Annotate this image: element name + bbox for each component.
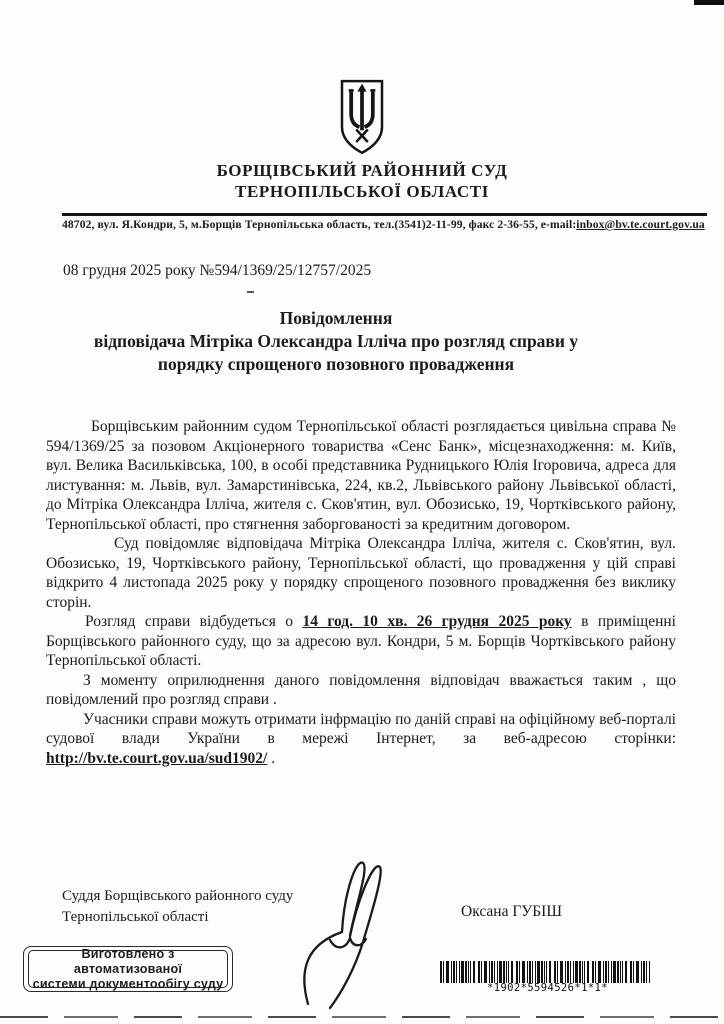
hearing-text-suffix: в приміщенні Борщівського районного суду, що за адресою вул. Кондри, 5 м. Борщів Чортківського району Тернопільської області. [46, 613, 676, 669]
judge-title-line2: Тернопільської області [62, 909, 209, 925]
notice-title [46, 307, 626, 376]
automation-stamp [23, 946, 233, 992]
hearing-datetime: 14 год. 10 хв. 26 грудня 2025 року [302, 613, 572, 630]
court-website-link[interactable]: http://bv.te.court.gov.ua/sud1902/ [46, 749, 268, 767]
paragraph-hearing-date [46, 612, 676, 671]
header-divider-rule [62, 213, 707, 216]
scan-artifact-bottom-line [0, 1016, 724, 1018]
barcode-icon [440, 961, 655, 983]
notice-title-line1: Повідомлення [279, 308, 393, 328]
ukraine-trident-emblem [337, 78, 387, 156]
paragraph-notification-effect: З моменту оприлюднення даного повідомлення відповідач вважається таким , що повідомлений про розгляд справи . [46, 671, 676, 708]
court-header [0, 78, 724, 202]
scan-artifact-dash [247, 291, 254, 293]
court-name-line2: ТЕРНОПІЛЬСЬКОЇ ОБЛАСТІ [235, 182, 489, 201]
date-and-case-number: 08 грудня 2025 року №594/1369/25/12757/2025 [63, 262, 372, 279]
court-address-line [62, 218, 710, 231]
paragraph-case-description: Борщівським районним судом Тернопільської області розглядається цивільна справа № 594/1369/25 за позовом Акціонерного товариства «Сенс Банк», місцезнаходження: м. Київ, вул. Велика Васильківська, 100, в особі представника Рудницького Юлія Ігоровича, адреса для листування: м. Львів, вул. Замарстинівська, 224, кв.2, Львівського району Львівської області, до Мітріка Олександра Ілліча, жителя с. Сков'ятин, вул. Обозисько, 19, Чортківського району, Тернопільської області, про стягнення заборгованості за кредитним договором. [46, 418, 676, 533]
hearing-text-prefix: Розгляд справи відбудеться о [85, 613, 303, 630]
automation-stamp-text [28, 946, 228, 991]
judge-title-line1: Суддя Борщівського районного суду [62, 888, 294, 904]
paragraph-web-portal [46, 710, 676, 769]
notice-title-line3: порядку спрощеного позовного провадження [157, 354, 515, 374]
judge-title [62, 886, 293, 928]
stamp-line1: Виготовлено з автоматизованої [73, 946, 183, 976]
portal-text-suffix: . [267, 749, 276, 767]
portal-text-prefix: Учасники справи можуть отримати інфрмацію по даній справі на офіційному веб-порталі судової влади України в мережі Інтернет, за веб-адресою сторінки: [46, 710, 676, 747]
court-address-text: 48702, вул. Я.Кондри, 5, м.Борщів Тернопільська область, тел.(3541)2-11-99, факс 2-36-55, e-mail: [62, 218, 577, 231]
court-email-link[interactable]: inbox@bv.te.court.gov.ua [576, 218, 705, 231]
barcode-value: *1902*5594526*1*1* [487, 982, 608, 994]
judge-name: Оксана ГУБІШ [461, 903, 562, 920]
notice-title-line2: відповідача Мітріка Олександра Ілліча про розгляд справи у [93, 331, 579, 351]
paragraph-proceeding-opened: Суд повідомляє відповідача Мітріка Олександра Ілліча, жителя с. Сков'ятин, вул. Обозисько, 19, Чортківського району, Тернопільської області, що провадження у цій справі відкрито 4 листопада 2025 року у порядку спрощеного позовного провадження без виклику сторін. [46, 535, 676, 611]
document-barcode [440, 961, 655, 994]
stamp-line2: системи документообігу суду [32, 976, 224, 991]
notice-body [46, 417, 676, 768]
handwritten-signature [292, 852, 462, 1010]
court-name-line1: БОРЩІВСЬКИЙ РАЙОННИЙ СУД [216, 161, 508, 180]
scan-artifact-top-right [694, 0, 724, 5]
